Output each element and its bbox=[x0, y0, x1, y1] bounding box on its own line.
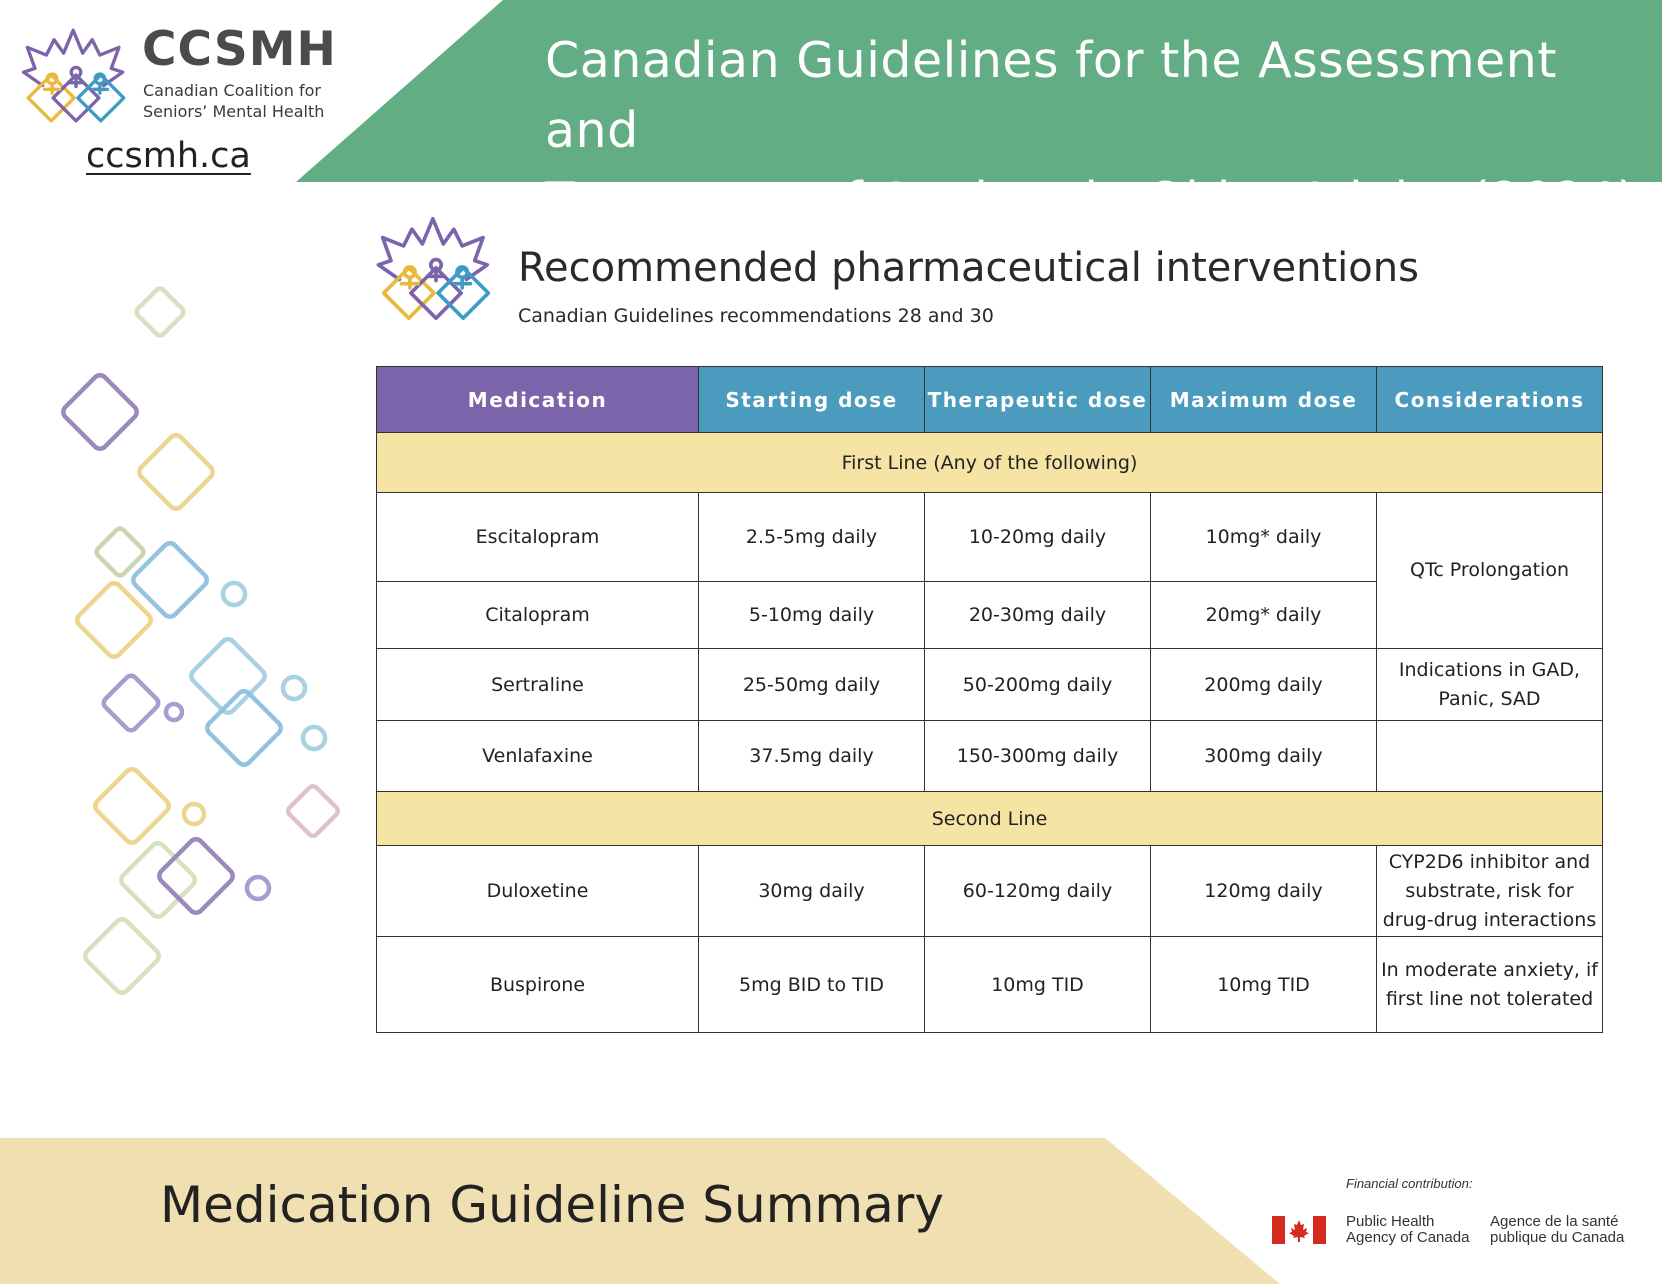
table-row bbox=[377, 721, 1603, 792]
brand-subtitle bbox=[143, 80, 353, 122]
second-line-band bbox=[377, 792, 1603, 846]
cell-therapeutic: 10-20mg daily bbox=[925, 493, 1151, 582]
cell-considerations bbox=[1377, 721, 1603, 792]
cell-medication: Escitalopram bbox=[377, 493, 699, 582]
decorative-diamonds bbox=[50, 280, 370, 1020]
cell-medication: Sertraline bbox=[377, 649, 699, 721]
cell-medication: Venlafaxine bbox=[377, 721, 699, 792]
cell-considerations: Indications in GAD, Panic, SAD bbox=[1377, 649, 1603, 721]
section-title: Recommended pharmaceutical interventions bbox=[518, 245, 1419, 291]
cell-starting: 5mg BID to TID bbox=[699, 937, 925, 1033]
first-line-band bbox=[377, 433, 1603, 493]
header-considerations: Considerations bbox=[1377, 367, 1603, 433]
table-row bbox=[377, 493, 1603, 582]
brand-subtitle-line1: Canadian Coalition for bbox=[143, 81, 321, 100]
cell-medication: Duloxetine bbox=[377, 846, 699, 937]
cell-maximum: 120mg daily bbox=[1151, 846, 1377, 937]
second-line-label: Second Line bbox=[377, 792, 1603, 846]
cell-maximum: 20mg* daily bbox=[1151, 582, 1377, 649]
canada-flag-icon bbox=[1272, 1216, 1326, 1244]
table-row bbox=[377, 846, 1603, 937]
cell-therapeutic: 20-30mg daily bbox=[925, 582, 1151, 649]
cell-therapeutic: 50-200mg daily bbox=[925, 649, 1151, 721]
brand-subtitle-line2: Seniors’ Mental Health bbox=[143, 102, 325, 121]
agency-name-fr bbox=[1490, 1214, 1640, 1246]
brand-url-link[interactable]: ccsmh.ca bbox=[86, 136, 251, 176]
page-title bbox=[545, 26, 1645, 236]
cell-maximum: 10mg* daily bbox=[1151, 493, 1377, 582]
footer-title: Medication Guideline Summary bbox=[160, 1176, 944, 1234]
cell-maximum: 300mg daily bbox=[1151, 721, 1377, 792]
ccsmh-logo-icon bbox=[14, 26, 138, 126]
cell-maximum: 200mg daily bbox=[1151, 649, 1377, 721]
agency-en-line1: Public Health bbox=[1346, 1213, 1435, 1230]
header-medication: Medication bbox=[377, 367, 699, 433]
cell-starting: 25-50mg daily bbox=[699, 649, 925, 721]
section-logo-icon bbox=[368, 214, 504, 324]
cell-starting: 5-10mg daily bbox=[699, 582, 925, 649]
page-title-line2: Treatment of Anxiety in Older Adults (2024) bbox=[545, 172, 1637, 229]
table-row bbox=[377, 649, 1603, 721]
brand-name: CCSMH bbox=[142, 22, 337, 77]
cell-maximum: 10mg TID bbox=[1151, 937, 1377, 1033]
table-header-row bbox=[377, 367, 1603, 433]
header-therapeutic-dose: Therapeutic dose bbox=[925, 367, 1151, 433]
agency-fr-line1: Agence de la santé bbox=[1490, 1213, 1619, 1230]
cell-starting: 30mg daily bbox=[699, 846, 925, 937]
page-title-line1: Canadian Guidelines for the Assessment and bbox=[545, 32, 1557, 159]
financial-contribution-label: Financial contribution: bbox=[1346, 1176, 1473, 1191]
cell-starting: 2.5-5mg daily bbox=[699, 493, 925, 582]
agency-fr-line2: publique du Canada bbox=[1490, 1229, 1625, 1246]
section-subtitle: Canadian Guidelines recommendations 28 and 30 bbox=[518, 305, 994, 327]
cell-considerations: In moderate anxiety, if first line not tolerated bbox=[1377, 937, 1603, 1033]
first-line-label: First Line (Any of the following) bbox=[377, 433, 1603, 493]
header-maximum-dose: Maximum dose bbox=[1151, 367, 1377, 433]
table-row bbox=[377, 937, 1603, 1033]
cell-medication: Citalopram bbox=[377, 582, 699, 649]
medication-table bbox=[376, 366, 1603, 1033]
cell-therapeutic: 150-300mg daily bbox=[925, 721, 1151, 792]
cell-starting: 37.5mg daily bbox=[699, 721, 925, 792]
cell-considerations: CYP2D6 inhibitor and substrate, risk for drug-drug interactions bbox=[1377, 846, 1603, 937]
cell-medication: Buspirone bbox=[377, 937, 699, 1033]
cell-therapeutic: 10mg TID bbox=[925, 937, 1151, 1033]
cell-considerations-qtc: QTc Prolongation bbox=[1377, 493, 1603, 649]
agency-name-en bbox=[1346, 1214, 1496, 1246]
header-starting-dose: Starting dose bbox=[699, 367, 925, 433]
cell-therapeutic: 60-120mg daily bbox=[925, 846, 1151, 937]
agency-en-line2: Agency of Canada bbox=[1346, 1229, 1470, 1246]
